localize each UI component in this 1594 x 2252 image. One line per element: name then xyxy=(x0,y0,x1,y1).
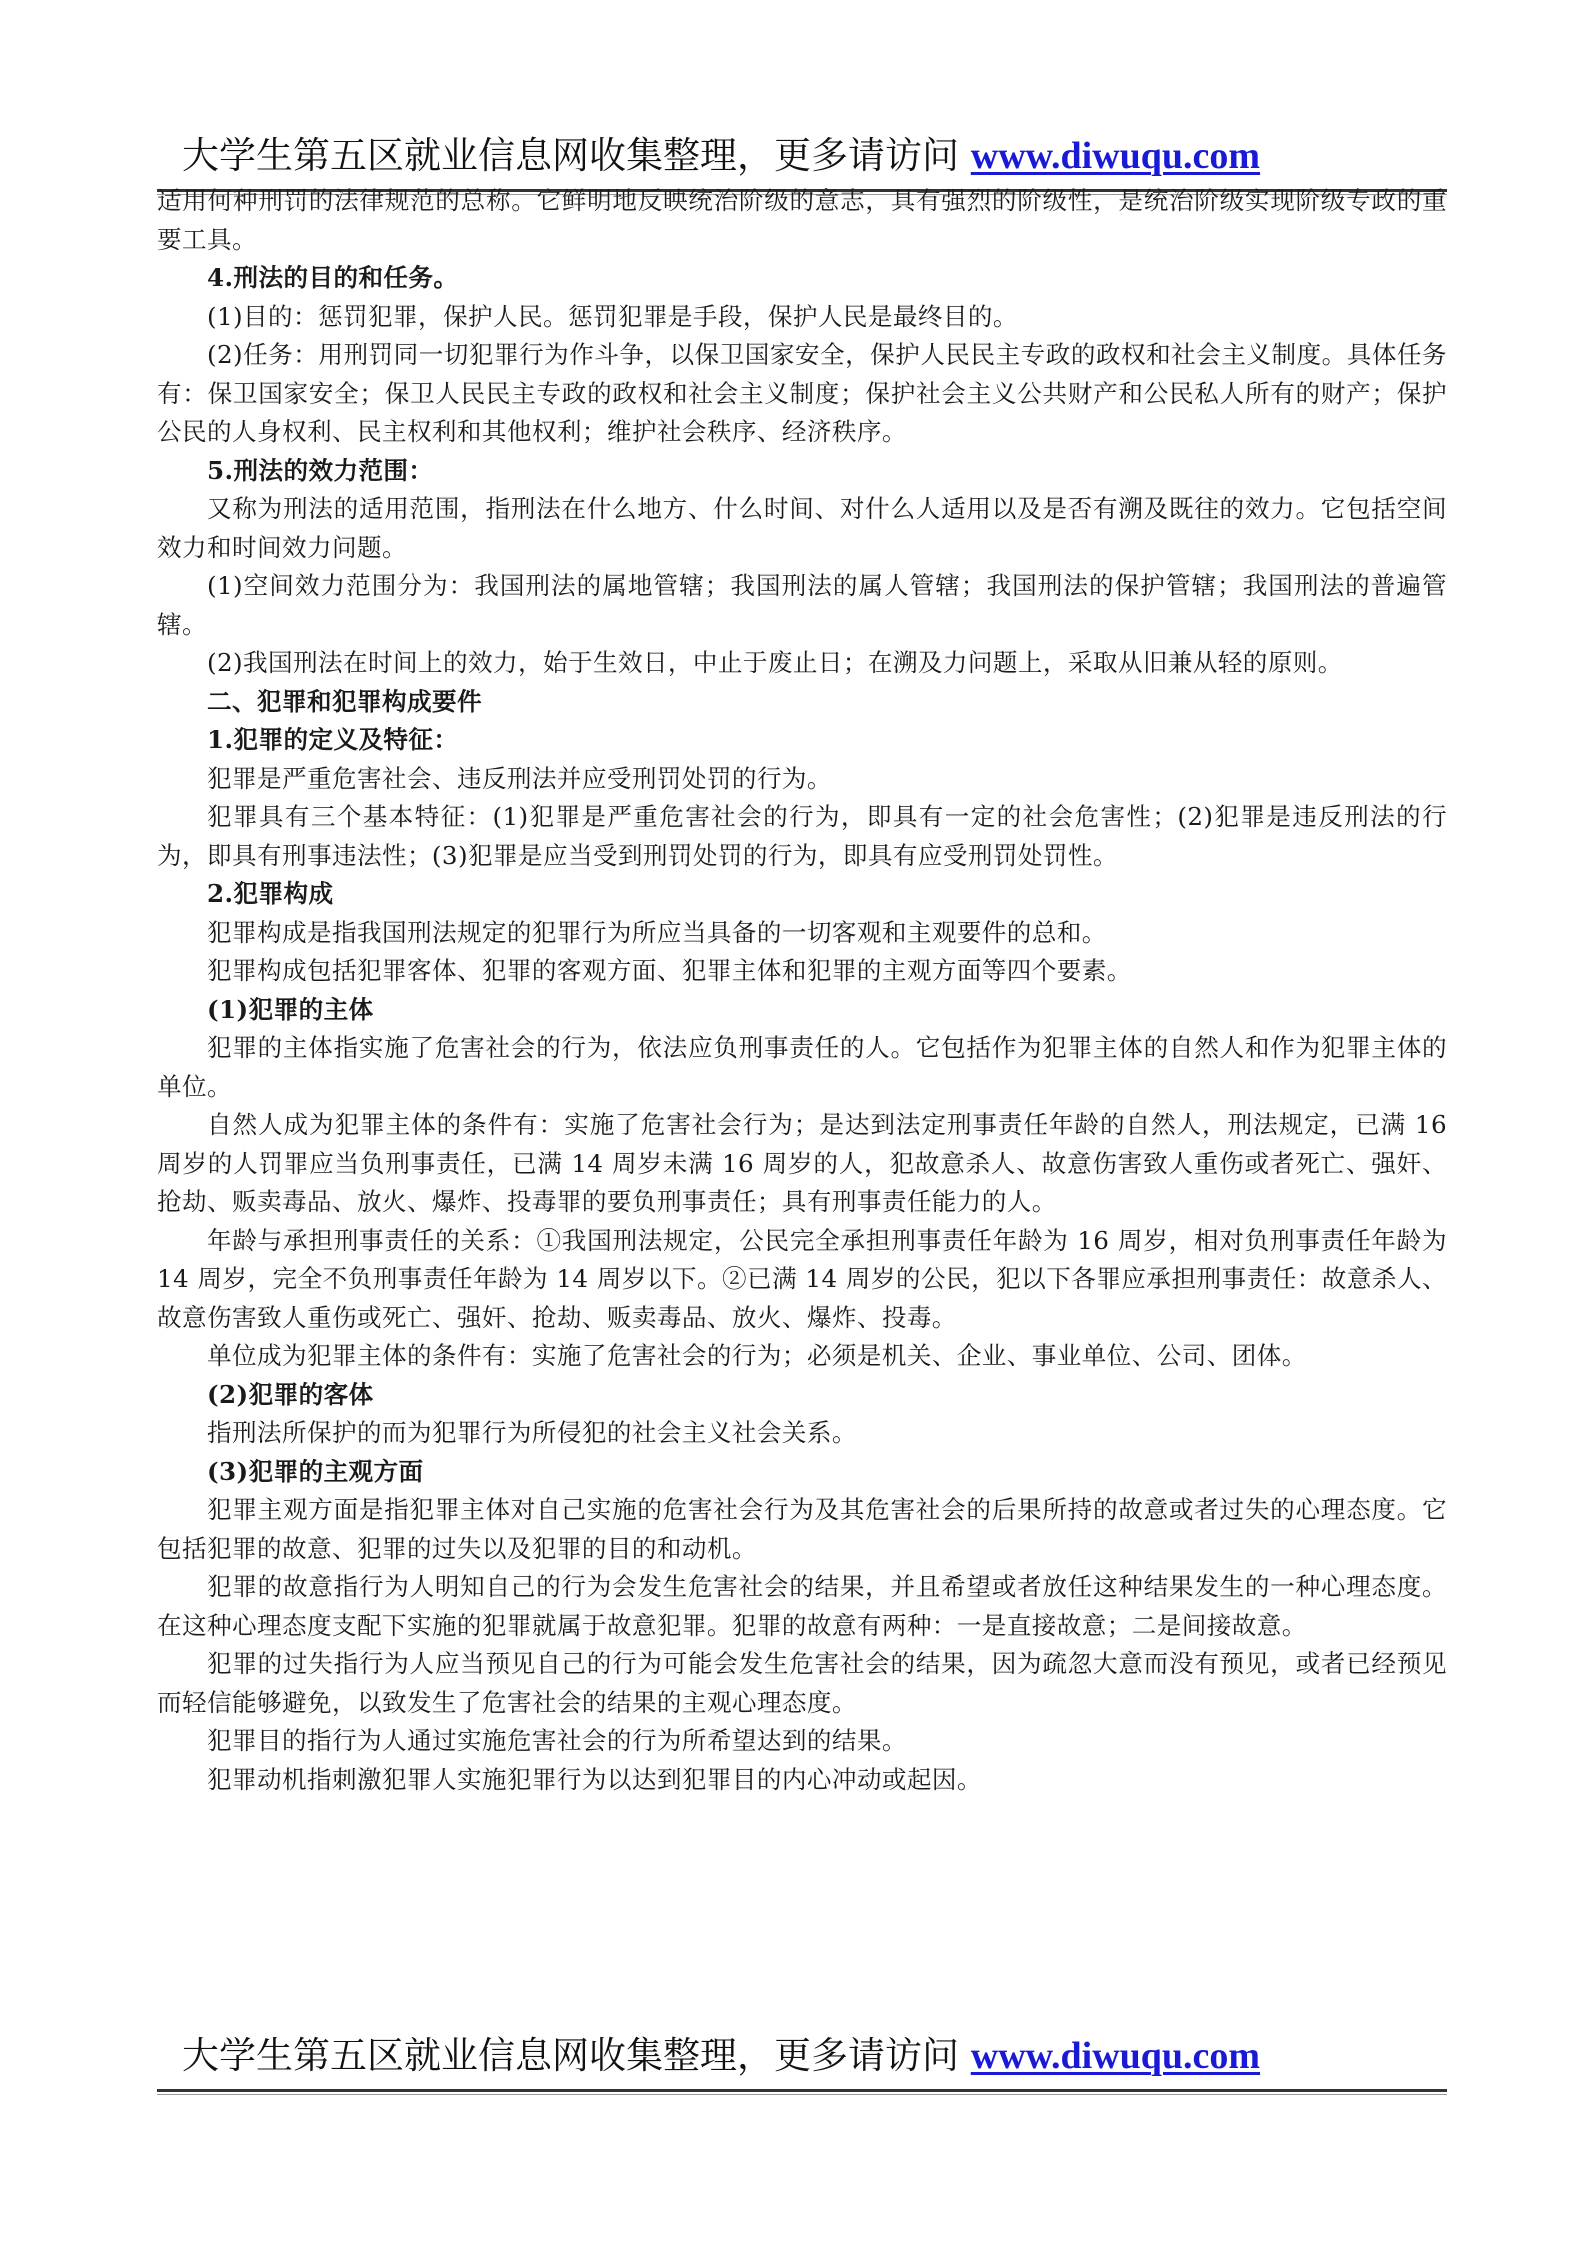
section-heading: 二、犯罪和犯罪构成要件 xyxy=(207,686,482,716)
banner-label: 大学生第五区就业信息网收集整理，更多请访问 xyxy=(182,2034,971,2077)
paragraph: 单位成为犯罪主体的条件有：实施了危害社会的行为；必须是机关、企业、事业单位、公司、团体。 xyxy=(207,1341,1307,1370)
document-body xyxy=(157,182,1447,1799)
paragraph: 自然人成为犯罪主体的条件有：实施了危害社会行为；是达到法定刑事责任年龄的自然人，刑法规定，已满 16 周岁的人罚罪应当负刑事责任，已满 14 周岁未满 16 周岁的人，犯故意杀人、故意伤害致人重伤或者死亡、强奸、抢劫、贩卖毒品、放火、爆炸、投毒罪的要负刑事责任；具有刑事责任能力的人。 xyxy=(157,1110,1447,1216)
footer-divider-shadow xyxy=(157,2094,1447,2095)
header-banner-text xyxy=(182,134,1260,178)
section-heading: (1)犯罪的主体 xyxy=(207,994,374,1024)
paragraph: (1)空间效力范围分为：我国刑法的属地管辖；我国刑法的属人管辖；我国刑法的保护管辖；我国刑法的普遍管辖。 xyxy=(157,571,1447,639)
paragraph: (2)任务：用刑罚同一切犯罪行为作斗争，以保卫国家安全，保护人民民主专政的政权和社会主义制度。具体任务有：保卫国家安全；保卫人民民主专政的政权和社会主义制度；保护社会主义公共财产和公民私人所有的财产；保护公民的人身权利、民主权利和其他权利；维护社会秩序、经济秩序。 xyxy=(157,340,1447,446)
section-heading: 4.刑法的目的和任务。 xyxy=(207,263,459,292)
banner-label: 大学生第五区就业信息网收集整理，更多请访问 xyxy=(182,134,971,177)
header-site-link[interactable]: www.diwuqu.com xyxy=(970,135,1261,177)
paragraph: 指刑法所保护的而为犯罪行为所侵犯的社会主义社会关系。 xyxy=(207,1418,857,1447)
paragraph: 犯罪的过失指行为人应当预见自己的行为可能会发生危害社会的结果，因为疏忽大意而没有预见，或者已经预见而轻信能够避免，以致发生了危害社会的结果的主观心理态度。 xyxy=(157,1649,1447,1717)
paragraph: (2)我国刑法在时间上的效力，始于生效日，中止于废止日；在溯及力问题上，采取从旧兼从轻的原则。 xyxy=(207,648,1343,677)
paragraph: 犯罪构成是指我国刑法规定的犯罪行为所应当具备的一切客观和主观要件的总和。 xyxy=(207,917,1107,947)
paragraph: 犯罪目的指行为人通过实施危害社会的行为所希望达到的结果。 xyxy=(207,1726,907,1755)
paragraph: 犯罪动机指刺激犯罪人实施犯罪行为以达到犯罪目的内心冲动或起因。 xyxy=(207,1764,982,1794)
section-heading: (2)犯罪的客体 xyxy=(207,1379,374,1409)
paragraph: (1)目的：惩罚犯罪，保护人民。惩罚犯罪是手段，保护人民是最终目的。 xyxy=(207,301,1018,331)
header-banner xyxy=(157,124,1447,186)
footer-divider xyxy=(157,2089,1447,2092)
paragraph: 犯罪具有三个基本特征：(1)犯罪是严重危害社会的行为，即具有一定的社会危害性；(2)犯罪是违反刑法的行为，即具有刑事违法性；(3)犯罪是应当受到刑罚处罚的行为，即具有应受刑罚处罚性。 xyxy=(157,802,1447,870)
paragraph: 适用何种刑罚的法律规范的总称。它鲜明地反映统治阶级的意志，具有强烈的阶级性，是统治阶级实现阶级专政的重要工具。 xyxy=(157,186,1447,254)
paragraph: 犯罪的故意指行为人明知自己的行为会发生危害社会的结果，并且希望或者放任这种结果发生的一种心理态度。在这种心理态度支配下实施的犯罪就属于故意犯罪。犯罪的故意有两种：一是直接故意；二是间接故意。 xyxy=(157,1572,1447,1640)
section-heading: (3)犯罪的主观方面 xyxy=(207,1456,424,1486)
section-heading: 2.犯罪构成 xyxy=(207,879,334,908)
paragraph: 犯罪主观方面是指犯罪主体对自己实施的危害社会行为及其危害社会的后果所持的故意或者过失的心理态度。它包括犯罪的故意、犯罪的过失以及犯罪的目的和动机。 xyxy=(157,1495,1447,1563)
section-heading: 5.刑法的效力范围： xyxy=(207,455,434,485)
paragraph: 犯罪构成包括犯罪客体、犯罪的客观方面、犯罪主体和犯罪的主观方面等四个要素。 xyxy=(207,956,1132,985)
footer-banner xyxy=(157,2024,1447,2086)
footer-banner-text xyxy=(182,2034,1260,2078)
paragraph: 犯罪的主体指实施了危害社会的行为，依法应负刑事责任的人。它包括作为犯罪主体的自然人和作为犯罪主体的单位。 xyxy=(157,1033,1447,1101)
paragraph: 又称为刑法的适用范围，指刑法在什么地方、什么时间、对什么人适用以及是否有溯及既往的效力。它包括空间效力和时间效力问题。 xyxy=(157,494,1447,562)
section-heading: 1.犯罪的定义及特征： xyxy=(207,725,459,754)
footer-site-link[interactable]: www.diwuqu.com xyxy=(970,2035,1261,2077)
paragraph: 年龄与承担刑事责任的关系：①我国刑法规定，公民完全承担刑事责任年龄为 16 周岁，相对负刑事责任年龄为 14 周岁，完全不负刑事责任年龄为 14 周岁以下。②已满 14 周岁的公民，犯以下各罪应承担刑事责任：故意杀人、故意伤害致人重伤或死亡、强奸、抢劫、贩卖毒品、放火、爆炸、投毒。 xyxy=(157,1225,1447,1332)
paragraph: 犯罪是严重危害社会、违反刑法并应受刑罚处罚的行为。 xyxy=(207,763,832,793)
